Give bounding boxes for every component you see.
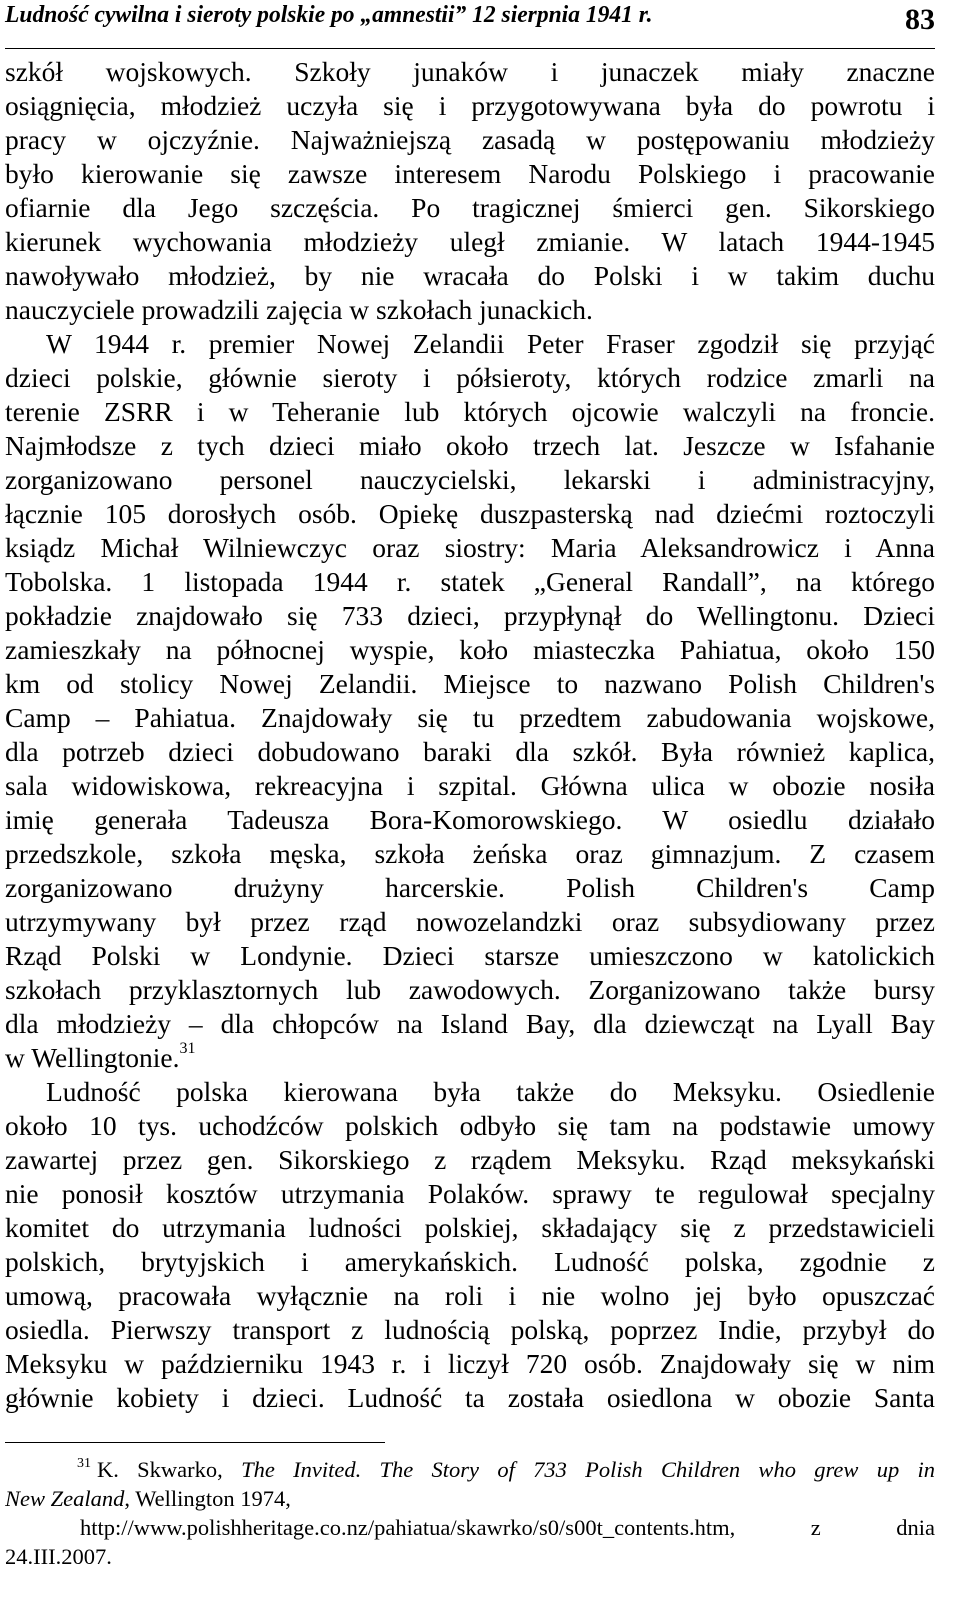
text-line: komitet do utrzymania ludności polskiej, składający się z przedstawicieli xyxy=(5,1212,935,1243)
text-line: dzieci polskie, głównie sieroty i półsieroty, których rodzice zmarli na xyxy=(5,362,935,393)
text-line: dla młodzieży – dla chłopców na Island Bay, dla dziewcząt na Lyall Bay xyxy=(5,1008,935,1039)
text-line: było kierowanie się zawsze interesem Narodu Polskiego i pracowanie xyxy=(5,158,935,189)
text-line: pracy w ojczyźnie. Najważniejszą zasadą w postępowaniu młodzieży xyxy=(5,124,935,155)
running-header xyxy=(5,0,935,49)
text-line: km od stolicy Nowej Zelandii. Miejsce to nazwano Polish Children's xyxy=(5,668,935,699)
text-line: ofiarnie dla Jego szczęścia. Po tragicznej śmierci gen. Sikorskiego xyxy=(5,192,935,223)
text-line: Ludność polska kierowana była także do Meksyku. Osiedlenie xyxy=(46,1076,935,1107)
footnote-url[interactable]: http://www.polishheritage.co.nz/pahiatua/skawrko/s0/s00t_contents.htm, z dnia xyxy=(80,1515,935,1540)
page-number: 83 xyxy=(905,3,935,36)
text-line: zawartej przez gen. Sikorskiego z rządem Meksyku. Rząd meksykański xyxy=(5,1144,935,1175)
text-line: zamieszkały na północnej wyspie, koło miasteczka Pahiatua, około 150 xyxy=(5,634,935,665)
text-line: nawoływało młodzież, by nie wracała do Polski i w takim duchu xyxy=(5,260,935,291)
text-line: osiedla. Pierwszy transport z ludnością polską, poprzez Indie, przybył do xyxy=(5,1314,935,1345)
footnote-separator xyxy=(5,1442,385,1443)
footnote-publication: , Wellington 1974, xyxy=(124,1486,291,1511)
text-line: szkołach przyklasztornych lub zawodowych. Zorganizowano także bursy xyxy=(5,974,935,1005)
footnote-author: K. Skwarko, xyxy=(97,1457,242,1482)
text-line: nauczyciele prowadzili zajęcia w szkołach junackich. xyxy=(5,294,593,325)
text-line: przedszkole, szkoła męska, szkoła żeńska oraz gimnazjum. Z czasem xyxy=(5,838,935,869)
text-line xyxy=(5,1041,935,1075)
footnote-section xyxy=(5,1455,935,1571)
text-line-content: w Wellingtonie. xyxy=(5,1042,180,1073)
text-line: dla potrzeb dzieci dobudowano baraki dla szkół. Była również kaplica, xyxy=(5,736,935,767)
text-line: nie ponosił kosztów utrzymania Polaków. sprawy te regulował specjalny xyxy=(5,1178,935,1209)
text-line: zorganizowano personel nauczycielski, lekarski i administracyjny, xyxy=(5,464,935,495)
body-text xyxy=(5,55,935,1415)
text-line: głównie kobiety i dzieci. Ludność ta została osiedlona w obozie Santa xyxy=(5,1382,935,1413)
footnote-reference[interactable]: 31 xyxy=(179,1041,196,1057)
text-line: imię generała Tadeusza Bora-Komorowskiego. W osiedlu działało xyxy=(5,804,935,835)
footnote-title-continued: New Zealand xyxy=(5,1486,125,1511)
text-line: ksiądz Michał Wilniewczyc oraz siostry: Maria Aleksandrowicz i Anna xyxy=(5,532,935,563)
text-line: Tobolska. 1 listopada 1944 r. statek „General Randall”, na którego xyxy=(5,566,935,597)
text-line: pokładzie znajdowało się 733 dzieci, przypłynął do Wellingtonu. Dzieci xyxy=(5,600,935,631)
text-line: zorganizowano drużyny harcerskie. Polish Children's Camp xyxy=(5,872,935,903)
text-line: szkół wojskowych. Szkoły junaków i junaczek miały znaczne xyxy=(5,56,935,87)
text-line: osiągnięcia, młodzież uczyła się i przygotowywana była do powrotu i xyxy=(5,90,935,121)
footnote-number: 31 xyxy=(77,1456,91,1471)
text-line: sala widowiskowa, rekreacyjna i szpital. Główna ulica w obozie nosiła xyxy=(5,770,935,801)
text-line: polskich, brytyjskich i amerykańskich. Ludność polska, zgodnie z xyxy=(5,1246,935,1277)
text-line: umową, pracowała wyłącznie na roli i nie wolno jej było opuszczać xyxy=(5,1280,935,1311)
text-line: łącznie 105 dorosłych osób. Opiekę duszpasterską nad dziećmi roztoczyli xyxy=(5,498,935,529)
running-header-title: Ludność cywilna i sieroty polskie po „amnestii” 12 sierpnia 1941 r. xyxy=(5,2,653,28)
text-line: Najmłodsze z tych dzieci miało około trzech lat. Jeszcze w Isfahanie xyxy=(5,430,935,461)
footnote-line xyxy=(5,1484,935,1513)
text-line: kierunek wychowania młodzieży uległ zmianie. W latach 1944-1945 xyxy=(5,226,935,257)
text-line: utrzymywany był przez rząd nowozelandzki oraz subsydiowany przez xyxy=(5,906,935,937)
footnote-title: The Invited. The Story of 733 Polish Children who grew up in xyxy=(241,1457,935,1482)
footnote-line xyxy=(5,1455,935,1484)
text-line: około 10 tys. uchodźców polskich odbyło się tam na podstawie umowy xyxy=(5,1110,935,1141)
text-line: Camp – Pahiatua. Znajdowały się tu przedtem zabudowania wojskowe, xyxy=(5,702,935,733)
text-line: W 1944 r. premier Nowej Zelandii Peter Fraser zgodził się przyjąć xyxy=(46,328,935,359)
footnote-date: 24.III.2007. xyxy=(5,1544,112,1569)
text-line: Rząd Polski w Londynie. Dzieci starsze umieszczono w katolickich xyxy=(5,940,935,971)
text-line: terenie ZSRR i w Teheranie lub których ojcowie walczyli na froncie. xyxy=(5,396,935,427)
text-line: Meksyku w październiku 1943 r. i liczył 720 osób. Znajdowały się w nim xyxy=(5,1348,935,1379)
